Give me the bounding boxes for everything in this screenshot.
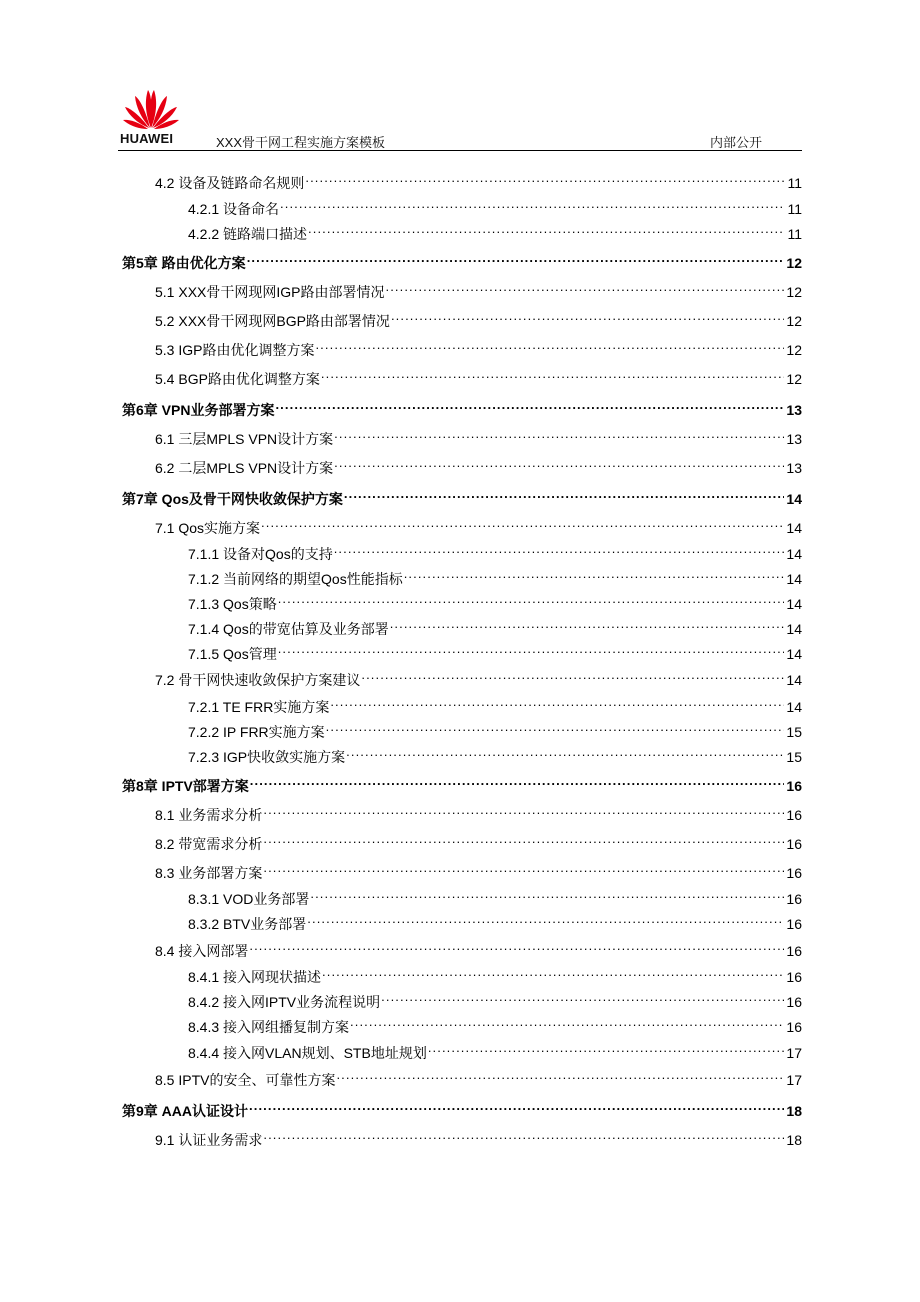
toc-entry-page-number: 12 [786, 371, 802, 387]
toc-entry-page-number: 12 [786, 342, 802, 358]
toc-entry-page-number: 11 [787, 226, 802, 242]
toc-entry-title: 4.2.2 链路端口描述 [188, 226, 308, 242]
toc-entry[interactable] [122, 1096, 802, 1119]
classification-label: 内部公开 [710, 135, 763, 150]
toc-entry-title: 8.3 业务部署方案 [155, 865, 263, 881]
toc-dot-leader [322, 962, 784, 982]
toc-entry-title: 第9章 AAA认证设计 [122, 1103, 249, 1119]
toc-entry-title: 8.2 带宽需求分析 [155, 836, 263, 852]
toc-entry-page-number: 16 [786, 778, 802, 794]
toc-entry[interactable] [155, 424, 802, 447]
document-title: XXX骨干网工程实施方案模板 [216, 135, 386, 150]
toc-dot-leader [308, 219, 785, 239]
toc-entry-page-number: 16 [786, 969, 802, 985]
toc-entry-title: 8.5 IPTV的安全、可靠性方案 [155, 1072, 336, 1088]
toc-entry-title: 8.3.1 VOD业务部署 [188, 891, 310, 907]
toc-entry[interactable] [155, 1125, 802, 1148]
toc-entry-page-number: 14 [786, 621, 802, 637]
toc-entry-title: 8.4.1 接入网现状描述 [188, 969, 322, 985]
toc-dot-leader [307, 909, 784, 929]
toc-entry[interactable] [188, 194, 802, 217]
toc-entry[interactable] [155, 335, 802, 358]
toc-entry-title: 6.1 三层MPLS VPN设计方案 [155, 431, 334, 447]
toc-entry-page-number: 16 [786, 891, 802, 907]
toc-dot-leader [326, 717, 785, 737]
toc-entry-title: 8.3.2 BTV业务部署 [188, 916, 307, 932]
toc-entry[interactable] [188, 639, 802, 662]
toc-dot-leader [385, 277, 784, 297]
toc-entry-page-number: 14 [786, 672, 802, 688]
toc-dot-leader [250, 771, 785, 791]
toc-dot-leader [310, 884, 784, 904]
toc-entry[interactable] [155, 277, 802, 300]
toc-entry-title: 第7章 Qos及骨干网快收敛保护方案 [122, 491, 343, 507]
toc-entry[interactable] [188, 987, 802, 1010]
huawei-logo [118, 86, 184, 148]
toc-entry-page-number: 17 [786, 1045, 802, 1061]
toc-entry-title: 7.2.1 TE FRR实施方案 [188, 699, 330, 715]
toc-entry-title: 7.2.2 IP FRR实施方案 [188, 724, 325, 740]
toc-entry[interactable] [188, 1038, 802, 1061]
toc-entry-title: 7.1 Qos实施方案 [155, 520, 261, 536]
toc-entry-title: 7.1.1 设备对Qos的支持 [188, 546, 333, 562]
toc-entry[interactable] [155, 936, 802, 959]
toc-dot-leader [391, 306, 784, 326]
toc-dot-leader [321, 364, 785, 384]
toc-entry-title: 4.2.1 设备命名 [188, 201, 280, 217]
toc-entry-title: 7.2 骨干网快速收敛保护方案建议 [155, 672, 361, 688]
toc-entry-title: 7.1.5 Qos管理 [188, 646, 277, 662]
toc-dot-leader [404, 564, 785, 584]
toc-entry-title: 6.2 二层MPLS VPN设计方案 [155, 460, 334, 476]
toc-entry-page-number: 16 [786, 836, 802, 852]
toc-entry[interactable] [122, 248, 802, 271]
toc-entry-title: 7.1.3 Qos策略 [188, 596, 277, 612]
toc-entry-page-number: 17 [786, 1072, 802, 1088]
toc-dot-leader [278, 589, 785, 609]
toc-entry-title: 7.1.2 当前网络的期望Qos性能指标 [188, 571, 403, 587]
toc-entry-title: 5.3 IGP路由优化调整方案 [155, 342, 315, 358]
toc-dot-leader [275, 395, 784, 415]
toc-entry[interactable] [155, 513, 802, 536]
toc-entry[interactable] [188, 589, 802, 612]
header-divider [118, 150, 802, 151]
toc-dot-leader [344, 484, 785, 504]
toc-dot-leader [428, 1038, 785, 1058]
toc-entry[interactable] [155, 858, 802, 881]
toc-entry[interactable] [188, 909, 802, 932]
toc-dot-leader [280, 194, 785, 214]
toc-entry-title: 第6章 VPN业务部署方案 [122, 402, 275, 418]
toc-entry-page-number: 14 [786, 491, 802, 507]
toc-entry[interactable] [155, 168, 802, 191]
toc-dot-leader [330, 692, 784, 712]
toc-dot-leader [249, 936, 784, 956]
toc-dot-leader [334, 424, 784, 444]
toc-dot-leader [278, 639, 785, 659]
toc-entry-page-number: 14 [786, 646, 802, 662]
toc-entry-page-number: 16 [786, 865, 802, 881]
toc-entry-page-number: 15 [786, 749, 802, 765]
toc-entry[interactable] [188, 614, 802, 637]
toc-entry-title: 第8章 IPTV部署方案 [122, 778, 249, 794]
toc-entry-page-number: 15 [786, 724, 802, 740]
toc-entry-title: 5.4 BGP路由优化调整方案 [155, 371, 320, 387]
toc-dot-leader [263, 829, 784, 849]
toc-entry[interactable] [188, 219, 802, 242]
toc-entry-page-number: 14 [786, 699, 802, 715]
toc-entry-page-number: 14 [786, 571, 802, 587]
toc-entry-page-number: 18 [786, 1103, 802, 1119]
toc-entry[interactable] [188, 717, 802, 740]
toc-dot-leader [361, 665, 784, 685]
toc-entry[interactable] [188, 564, 802, 587]
toc-entry-page-number: 12 [786, 255, 802, 271]
toc-entry-title: 9.1 认证业务需求 [155, 1132, 263, 1148]
toc-entry[interactable] [122, 484, 802, 507]
toc-dot-leader [261, 513, 784, 533]
toc-dot-leader [263, 858, 784, 878]
toc-dot-leader [346, 742, 784, 762]
toc-entry-title: 4.2 设备及链路命名规则 [155, 175, 305, 191]
toc-entry-page-number: 18 [786, 1132, 802, 1148]
toc-entry-page-number: 11 [787, 201, 802, 217]
toc-entry-page-number: 13 [786, 402, 802, 418]
toc-entry-title: 8.4.4 接入网VLAN规划、STB地址规划 [188, 1045, 427, 1061]
toc-entry-page-number: 13 [786, 460, 802, 476]
toc-entry-page-number: 16 [786, 807, 802, 823]
toc-dot-leader [263, 1125, 784, 1145]
toc-entry-title: 5.2 XXX骨干网现网BGP路由部署情况 [155, 313, 390, 329]
toc-entry-page-number: 11 [787, 175, 802, 191]
toc-entry[interactable] [188, 539, 802, 562]
toc-dot-leader [336, 1065, 784, 1085]
toc-entry-title: 第5章 路由优化方案 [122, 255, 246, 271]
toc-entry[interactable] [188, 1012, 802, 1035]
toc-dot-leader [249, 1096, 784, 1116]
toc-entry[interactable] [155, 1065, 802, 1088]
toc-entry[interactable] [122, 395, 802, 418]
toc-entry[interactable] [155, 306, 802, 329]
toc-dot-leader [305, 168, 785, 188]
toc-entry-title: 7.2.3 IGP快收敛实施方案 [188, 749, 346, 765]
toc-dot-leader [334, 453, 784, 473]
toc-dot-leader [315, 335, 784, 355]
toc-entry[interactable] [155, 453, 802, 476]
toc-entry[interactable] [188, 962, 802, 985]
toc-entry[interactable] [188, 884, 802, 907]
toc-entry-page-number: 16 [786, 943, 802, 959]
toc-entry-page-number: 14 [786, 520, 802, 536]
toc-entry-page-number: 12 [786, 284, 802, 300]
toc-entry-title: 5.1 XXX骨干网现网IGP路由部署情况 [155, 284, 385, 300]
toc-entry-page-number: 14 [786, 596, 802, 612]
toc-entry[interactable] [155, 364, 802, 387]
toc-entry-page-number: 16 [786, 916, 802, 932]
toc-entry-title: 8.4 接入网部署 [155, 943, 249, 959]
toc-dot-leader [334, 539, 785, 559]
toc-entry-title: 8.4.2 接入网IPTV业务流程说明 [188, 994, 381, 1010]
toc-dot-leader [350, 1012, 784, 1032]
toc-entry[interactable] [188, 692, 802, 715]
toc-entry[interactable] [155, 665, 802, 688]
toc-entry-title: 7.1.4 Qos的带宽估算及业务部署 [188, 621, 389, 637]
toc-dot-leader [390, 614, 785, 634]
logo-wordmark: HUAWEI [120, 131, 174, 146]
page-header [118, 86, 802, 152]
toc-entry-page-number: 13 [786, 431, 802, 447]
toc-entry-page-number: 14 [786, 546, 802, 562]
huawei-petals-icon [122, 86, 180, 130]
toc-entry-page-number: 16 [786, 1019, 802, 1035]
toc-entry-title: 8.4.3 接入网组播复制方案 [188, 1019, 350, 1035]
toc-entry[interactable] [155, 800, 802, 823]
toc-entry[interactable] [155, 829, 802, 852]
toc-dot-leader [381, 987, 784, 1007]
toc-entry-page-number: 16 [786, 994, 802, 1010]
toc-entry[interactable] [122, 771, 802, 794]
toc-dot-leader [247, 248, 785, 268]
toc-entry[interactable] [188, 742, 802, 765]
toc-entry-page-number: 12 [786, 313, 802, 329]
toc-entry-title: 8.1 业务需求分析 [155, 807, 263, 823]
toc-dot-leader [263, 800, 784, 820]
